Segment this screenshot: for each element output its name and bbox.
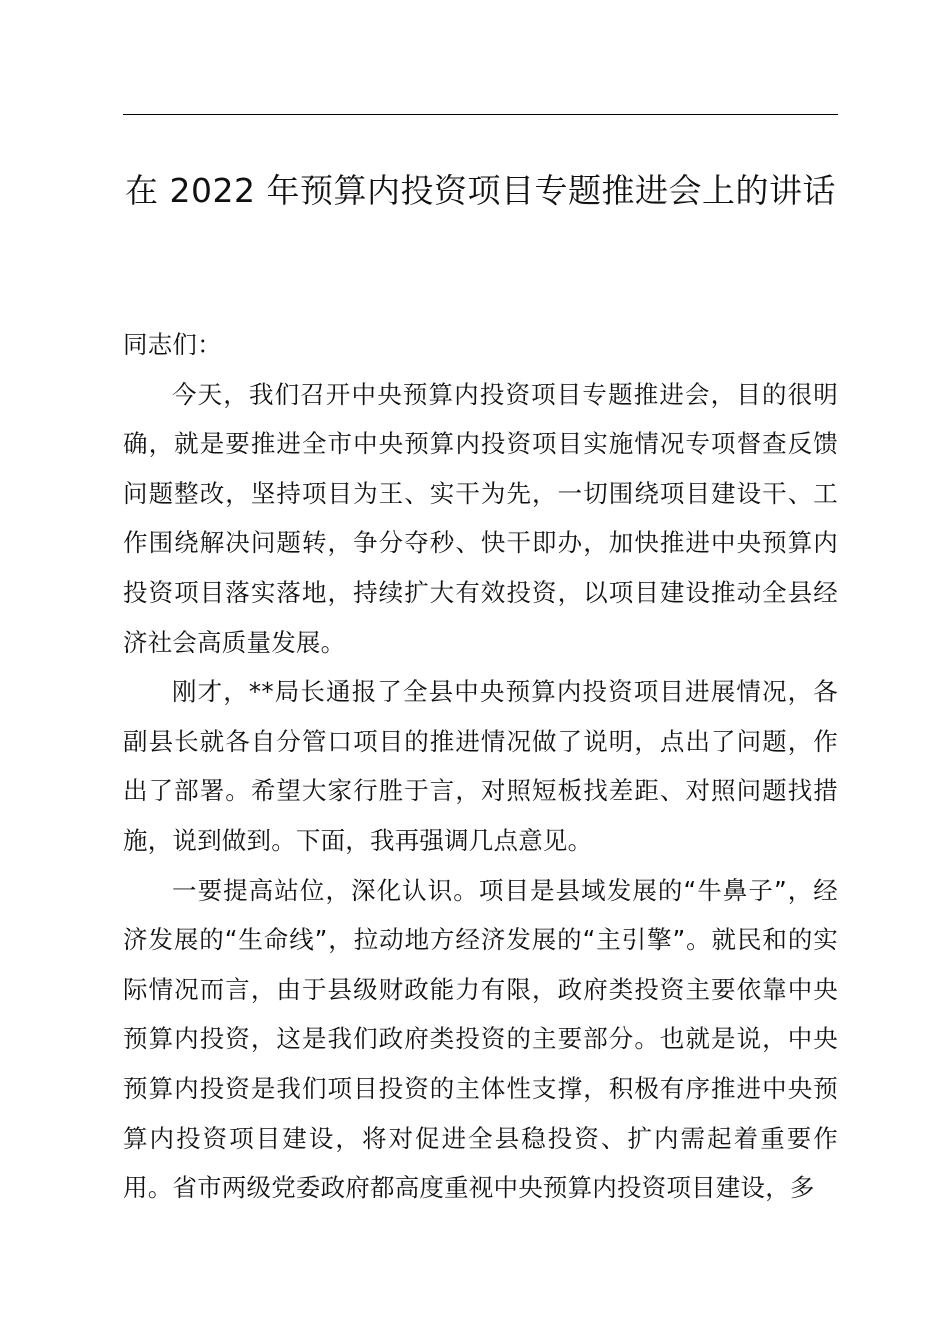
document-title: 在 2022 年预算内投资项目专题推进会上的讲话 [125,171,836,210]
paragraph-2: 刚才，**局长通报了全县中央预算内投资项目进展情况，各副县长就各自分管口项目的推进情况做了说明，点出了问题，作出了部署。希望大家行胜于言，对照短板找差距、对照问题找措施，说到做到。下面，我再强调几点意见。 [123,677,838,855]
paragraph-1: 今天，我们召开中央预算内投资项目专题推进会，目的很明确，就是要推进全市中央预算内投资项目实施情况专项督查反馈问题整改，坚持项目为王、实干为先，一切围绕项目建设干、工作围绕解决问题转，争分夺秒、快干即办，加快推进中央预算内投资项目落实落地，持续扩大有效投资，以项目建设推动全县经济社会高质量发展。 [123,379,838,657]
document-body [123,320,838,1213]
header-rule [123,114,838,115]
paragraph-3: 一要提高站位，深化认识。项目是县域发展的“牛鼻子”，经济发展的“生命线”，拉动地方经济发展的“主引擎”。就民和的实际情况而言，由于县级财政能力有限，政府类投资主要依靠中央预算内投资，这是我们政府类投资的主要部分。也就是说，中央预算内投资是我们项目投资的主体性支撑，积极有序推进中央预算内投资项目建设，将对促进全县稳投资、扩内需起着重要作用。省市两级党委政府都高度重视中央预算内投资项目建设，多 [123,875,838,1203]
salutation: 同志们： [123,330,222,359]
